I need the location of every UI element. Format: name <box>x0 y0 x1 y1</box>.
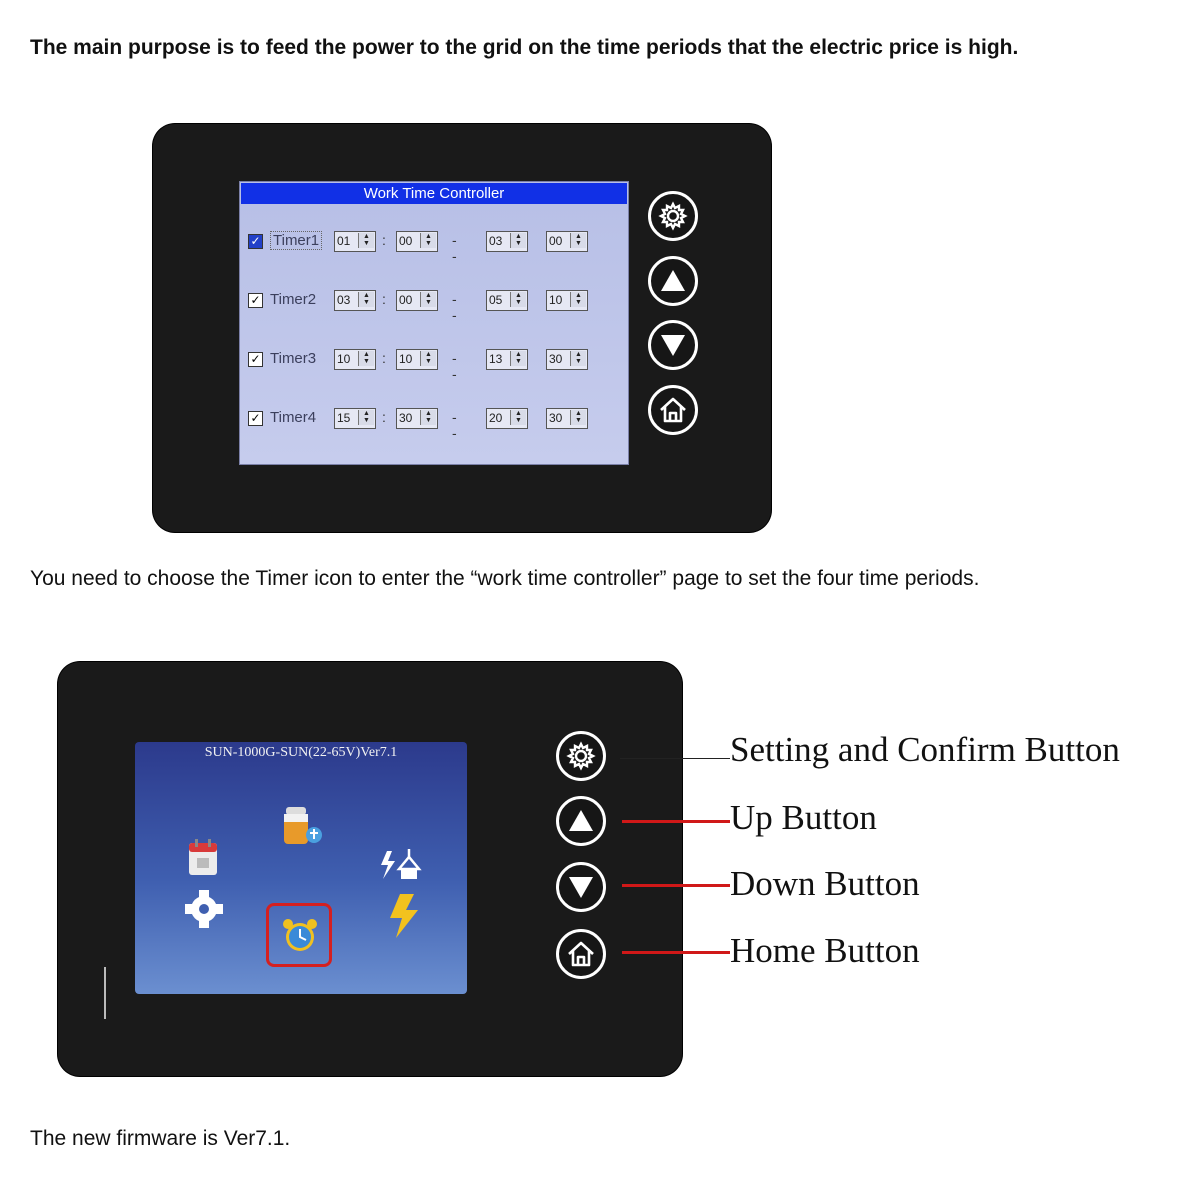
setting-leader-line <box>620 758 730 759</box>
up-button[interactable] <box>648 256 698 306</box>
firmware-title: SUN-1000G-SUN(22-65V)Ver7.1 <box>204 745 398 760</box>
instruction-caption: You need to choose the Timer icon to enter the “work time controller” page to set the four time periods. <box>30 567 980 590</box>
up-button-callout: Up Button <box>730 798 877 837</box>
timer2-label: Timer2 <box>270 291 317 308</box>
gear-icon <box>565 740 597 772</box>
timer2-checkbox[interactable]: ✓ <box>248 293 263 308</box>
down-leader-line <box>622 884 730 887</box>
timer1-start-minute-stepper[interactable]: 00 ▲ ▼ <box>396 231 438 252</box>
timer3-checkbox[interactable]: ✓ <box>248 352 263 367</box>
up-leader-line <box>622 820 730 823</box>
gear-icon[interactable] <box>179 888 229 930</box>
home-button[interactable] <box>556 929 606 979</box>
timer4-label: Timer4 <box>270 409 317 426</box>
timer2-end-hour-stepper[interactable]: 05 ▲ ▼ <box>486 290 528 311</box>
setting-confirm-button[interactable] <box>648 191 698 241</box>
grid-load-icon[interactable] <box>377 845 423 887</box>
firmware-caption: The new firmware is Ver7.1. <box>30 1127 291 1150</box>
timer4-end-hour-stepper[interactable]: 20 ▲ ▼ <box>486 408 528 429</box>
battery-icon[interactable] <box>280 805 328 849</box>
device-edge-mark <box>104 967 106 1019</box>
down-arrow-icon <box>658 330 688 360</box>
timer1-label: Timer1 <box>270 231 322 250</box>
timer3-label: Timer3 <box>270 350 317 367</box>
work-time-controller-screen: Work Time Controller ✓ Timer1 01 ▲ ▼ : 00 ▲ ▼ - - 03 ▲ ▼ 00 ▲ ▼ ✓ Timer2 03 ▲ ▼ : 00 ▲ ▼ - - 05 ▲ ▼ 10 ▲ ▼ ✓ Timer3 10 ▲ ▼ : 10 ▲ ▼ - - 13 ▲ ▼ 30 ▲ ▼ ✓ Timer4 15 ▲ ▼ : 30 ▲ ▼ - - 20 ▲ ▼ 30 ▲ ▼ <box>239 181 629 465</box>
intro-caption: The main purpose is to feed the power to the grid on the time periods that the electric price is high. <box>30 36 1019 59</box>
home-button-callout: Home Button <box>730 931 920 970</box>
controller-device-timer-page <box>153 124 771 532</box>
timer4-checkbox[interactable]: ✓ <box>248 411 263 426</box>
timer3-start-minute-stepper[interactable]: 10 ▲ ▼ <box>396 349 438 370</box>
selected-icon-highlight <box>266 903 332 967</box>
down-button[interactable] <box>556 862 606 912</box>
lightning-icon[interactable] <box>386 892 422 940</box>
home-icon <box>565 938 597 970</box>
controller-device-main-menu <box>58 662 682 1076</box>
up-arrow-icon <box>658 266 688 296</box>
screen-title: Work Time Controller <box>241 183 627 204</box>
up-button[interactable] <box>556 796 606 846</box>
timer1-end-minute-stepper[interactable]: 00 ▲ ▼ <box>546 231 588 252</box>
timer1-end-hour-stepper[interactable]: 03 ▲ ▼ <box>486 231 528 252</box>
timer3-end-hour-stepper[interactable]: 13 ▲ ▼ <box>486 349 528 370</box>
timer3-end-minute-stepper[interactable]: 30 ▲ ▼ <box>546 349 588 370</box>
down-button-callout: Down Button <box>730 864 920 903</box>
timer4-end-minute-stepper[interactable]: 30 ▲ ▼ <box>546 408 588 429</box>
home-leader-line <box>622 951 730 954</box>
timer2-start-hour-stepper[interactable]: 03 ▲ ▼ <box>334 290 376 311</box>
setting-button-callout: Setting and Confirm Button <box>730 730 1120 769</box>
down-arrow-icon <box>566 872 596 902</box>
main-menu-screen <box>135 742 467 994</box>
up-arrow-icon <box>566 806 596 836</box>
timer1-checkbox[interactable]: ✓ <box>248 234 263 249</box>
timer4-start-minute-stepper[interactable]: 30 ▲ ▼ <box>396 408 438 429</box>
down-button[interactable] <box>648 320 698 370</box>
gear-icon <box>657 200 689 232</box>
timer2-end-minute-stepper[interactable]: 10 ▲ ▼ <box>546 290 588 311</box>
home-button[interactable] <box>648 385 698 435</box>
timer1-start-hour-stepper[interactable]: 01 ▲ ▼ <box>334 231 376 252</box>
timer2-start-minute-stepper[interactable]: 00 ▲ ▼ <box>396 290 438 311</box>
calendar-icon[interactable] <box>185 837 221 879</box>
home-icon <box>657 394 689 426</box>
timer4-start-hour-stepper[interactable]: 15 ▲ ▼ <box>334 408 376 429</box>
setting-confirm-button[interactable] <box>556 731 606 781</box>
timer3-start-hour-stepper[interactable]: 10 ▲ ▼ <box>334 349 376 370</box>
